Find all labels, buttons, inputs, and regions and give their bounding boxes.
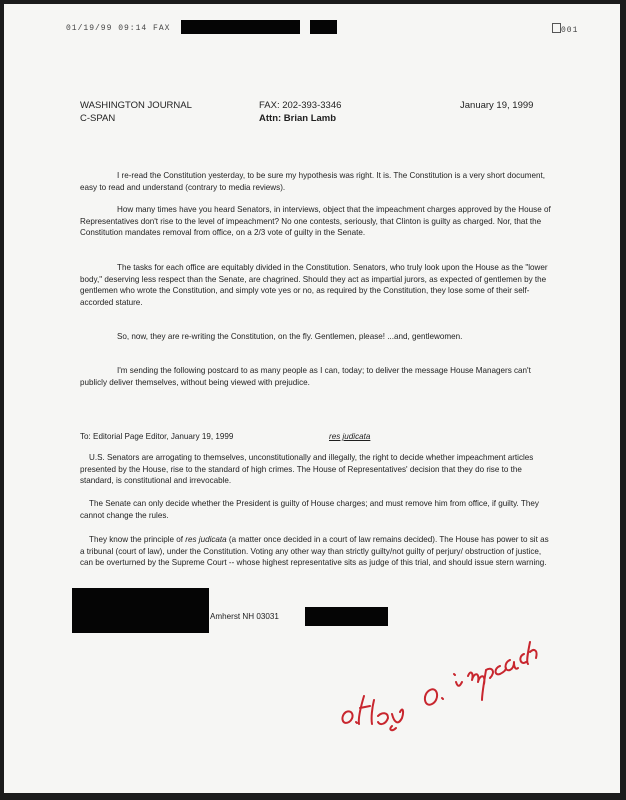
fax-page-number: 001 (552, 23, 578, 35)
fax-page (4, 4, 620, 793)
postcard-subject: res judicata (329, 432, 371, 441)
letter-date: January 19, 1999 (460, 100, 534, 111)
letter-paragraph-3: The tasks for each office are equitably divided in the Constitution. Senators, who truly look upon the House as the "lower body," deserving less respect than the Senate, are chagrined. Should they act as impartial jurors, as expected of gentlemen by the gentlemen who wrote the Constitution, and simply vote yes or no, as required by the Constitution, they lose some of their self-accorded stature. (80, 263, 548, 307)
redaction-fax-sender (181, 20, 300, 34)
fax-info-block (259, 99, 341, 125)
redaction-fax-number (310, 20, 337, 34)
letter-paragraph-2: How many times have you heard Senators, in interviews, object that the impeachment charges approved by the House of Representatives don't rise to the level of impeachment? No one contests, seriously, that Clinton is guilty as charged. Nor, that the Constitution mandates removal from office, on a 2/3 vote of guilty in the Senate. (80, 205, 551, 237)
fax-timestamp: 01/19/99 09:14 FAX (66, 24, 171, 33)
recipient-org: WASHINGTON JOURNAL (80, 100, 192, 111)
postcard-to-line: To: Editorial Page Editor, January 19, 1999 (80, 432, 234, 441)
recipient-block (80, 99, 192, 125)
postcard-paragraph-2: The Senate can only decide whether the President is guilty of House charges; and must remove him from office, if guilty. They cannot change the rules. (80, 499, 539, 520)
letter-paragraph-5: I'm sending the following postcard to as many people as I can, today; to deliver the message House Managers can't publicly deliver themselves, without being viewed with prejudice. (80, 366, 531, 387)
letter-paragraph-4: So, now, they are re-writing the Constitution, on the fly. Gentlemen, please! ...and, gentlewomen. (117, 332, 463, 341)
attention-line: Attn: Brian Lamb (259, 113, 337, 124)
redaction-sender-name (72, 588, 209, 633)
letter-paragraph-1: I re-read the Constitution yesterday, to be sure my hypothesis was right. It is. The Constitution is a very short document, easy to read and understand (contrary to media reviews). (80, 171, 545, 192)
handwriting-o-ltr (342, 696, 403, 730)
handwriting-o-impeach (425, 642, 537, 705)
fax-number: FAX: 202-393-3346 (259, 100, 342, 111)
fax-page-icon (552, 23, 561, 33)
sender-address: Amherst NH 03031 (210, 612, 279, 621)
recipient-network: C-SPAN (80, 113, 116, 124)
postcard-paragraph-3: They know the principle of res judicata (a matter once decided in a court of law remains decided). The House has power to sit as a tribunal (court of law), under the Constitution. Voting any other way than strictly guilty/not guilty of perjury/ obstruction of justice, can be overturned by the Supreme Court -- whose highest representative sits as judge of this trial, and should issue stern warning. (80, 535, 549, 567)
handwritten-annotation (334, 604, 564, 744)
postcard-paragraph-1: U.S. Senators are arrogating to themselves, unconstitutionally and illegally, the right to decide whether impeachment articles presented by the House, rise to the standard of high crimes. The House of Representatives' decision that they do rise to the standard, is constitutional and irrevocable. (80, 453, 534, 485)
